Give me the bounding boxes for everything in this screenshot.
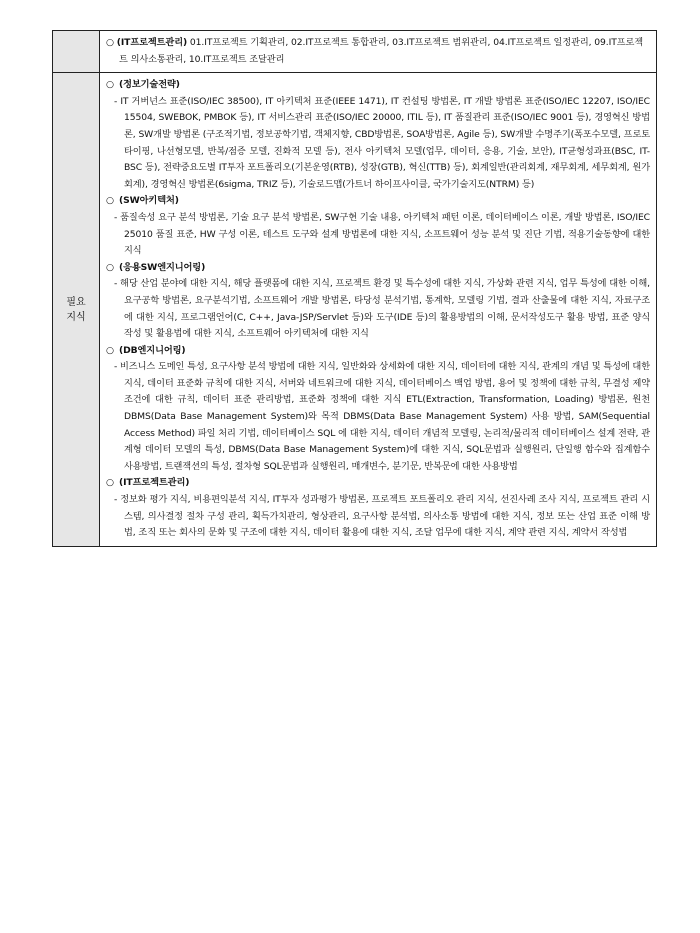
- section-title: (정보기술전략): [119, 79, 180, 91]
- row-content-cell: [100, 73, 657, 547]
- row-label-line2: 지식: [66, 311, 86, 323]
- section-title: (응용SW엔지니어링): [119, 261, 206, 273]
- section-sw-architecture: [106, 193, 650, 259]
- row-label-cell: [53, 31, 100, 73]
- section-app-sw-engineering: [106, 260, 650, 343]
- bullet-circle: ○: [106, 37, 114, 48]
- section-db-engineering: [106, 343, 650, 476]
- bullet-circle: ○: [106, 344, 114, 356]
- section-title: (SW아키텍처): [119, 195, 179, 207]
- row-label-cell: [53, 73, 100, 547]
- section-title: (IT프로젝트관리): [119, 477, 190, 489]
- top-paragraph: [106, 35, 650, 68]
- section-body: - 정보화 평가 지식, 비용편익분석 지식, IT투자 성과평가 방법론, 프로젝트 포트폴리오 관리 지식, 선진사례 조사 지식, 프로젝트 관리 시스템, 의사결정 절차 구성 관리, 획득가치관리, 형상관리, 요구사항 분석법, 의사소통 방법에 대한 지식, 정보 또는 산업 표준 이해 방법, 조직 또는 회사의 문화 및 구조에 대한 지식, 데이터 활용에 대한 지식, 조달 업무에 대한 지식, 계약 관련 지식, 계약서 작성법: [114, 494, 650, 539]
- section-body: - 품질속성 요구 분석 방법론, 기술 요구 분석 방법론, SW구현 기술 내용, 아키텍처 패턴 이론, 데이터베이스 이론, 개발 방법론, ISO/IEC 25010 품질 표준, HW 구성 이론, 테스트 도구와 설계 방법론에 대한 지식, 소프트웨어 성능 분석 및 진단 기법, 적용기술동향에 대한 지식: [114, 211, 650, 257]
- section-strategy: [106, 77, 650, 193]
- row-label-line1: 필요: [66, 296, 86, 308]
- section-text: 01.IT프로젝트 기획관리, 02.IT프로젝트 통합관리, 03.IT프로젝트 범위관리, 04.IT프로젝트 일정관리, 09.IT프로젝트 의사소통관리, 10.IT프로젝트 조달관리: [119, 37, 644, 65]
- section-it-project-mgmt: [106, 475, 650, 541]
- section-heading: (IT프로젝트관리): [116, 37, 188, 48]
- table-row: [53, 31, 657, 73]
- section-title: (DB엔지니어링): [119, 344, 186, 356]
- knowledge-table: [52, 30, 657, 547]
- section-body: - 비즈니스 도메인 특성, 요구사항 분석 방법에 대한 지식, 일반화와 상세화에 대한 지식, 데이터에 대한 지식, 관계의 개념 및 특성에 대한 지식, 데이터 표준화 규칙에 대한 지식, 서버와 네트워크에 대한 지식, 데이터베이스 백업 방법, 용어 및 정책에 대한 규칙, 무결성 제약조건에 대한 규칙, 데이터 표준 관리방법, 표준화 정책에 대한 지식 ETL(Extraction, Transformation, Loading) 방법론, 원천 DBMS(Data Base Management System)와 목적 DBMS(Data Base Management System) 사용 방법, SAM(Sequential Access Method) 파일 처리 기법, 데이터베이스 SQL 에 대한 지식, 데이터 개념적 모델링, 논리적/물리적 데이터베이스 설계 전략, 관계형 데이터 모델의 특성, DBMS(Data Base Management System)에 대한 지식, SQL문법과 실행원리, 단일행 함수와 집계함수 사용방법, 트랜잭션의 특성, 절차형 SQL문법과 실행원리, 매개변수, 분기문, 반복문에 대한 사용방법: [114, 361, 650, 472]
- bullet-circle: ○: [106, 195, 114, 207]
- section-body: - IT 거버넌스 표준(ISO/IEC 38500), IT 아키텍처 표준(IEEE 1471), IT 컨설팅 방법론, IT 개발 방법론 표준(ISO/IEC 12207, ISO/IEC 15504, SWEBOK, PMBOK 등), IT 서비스관리 표준(ISO/IEC 20000, ITIL 등), IT 품질관리 표준(ISO/IEC 9001 등), 경영혁신 방법론, SW개발 방법론 (구조적기법, 정보공학기법, 객체지향, CBD방법론, SOA방법론, Agile 등), SW개발 수명주기(폭포수모델, 프로토타이핑, 나선형모델, 반복/점증 모델, 진화적 모델 등), 전사 아키텍처 모델(업무, 데이터, 응용, 기술, 보안), IT균형성과표(BSC, IT-BSC 등), 전략중요도별 IT투자 포트폴리오(기본운영(RTB), 성장(GTB), 혁신(TTB) 등), 회계일반(관리회계, 재무회계, 세무회계, 원가회계), 경영혁신 방법론(6sigma, TRIZ 등), 기술로드맵(가트너 하이프사이클, 국가기술지도(NTRM) 등): [114, 95, 650, 190]
- table-row: [53, 73, 657, 547]
- row-content-cell: [100, 31, 657, 73]
- bullet-circle: ○: [106, 79, 114, 91]
- bullet-circle: ○: [106, 477, 114, 489]
- section-body: - 해당 산업 분야에 대한 지식, 해당 플랫폼에 대한 지식, 프로젝트 환경 및 특수성에 대한 지식, 가상화 관련 지식, 업무 특성에 대한 이해, 요구공학 방법론, 요구분석기법, 소프트웨어 개발 방법론, 타당성 분석기법, 통계학, 모델링 기법, 결과 산출물에 대한 지식, 자료구조에 대한 지식, 프로그램언어(C, C++, Java-JSP/Servlet 등)와 도구(IDE 등)의 활용방법의 이해, 문서작성도구 활용 방법, 표준 양식 작성 및 활용법에 대한 지식, 소프트웨어 아키텍처에 대한 지식: [114, 278, 650, 340]
- bullet-circle: ○: [106, 261, 114, 273]
